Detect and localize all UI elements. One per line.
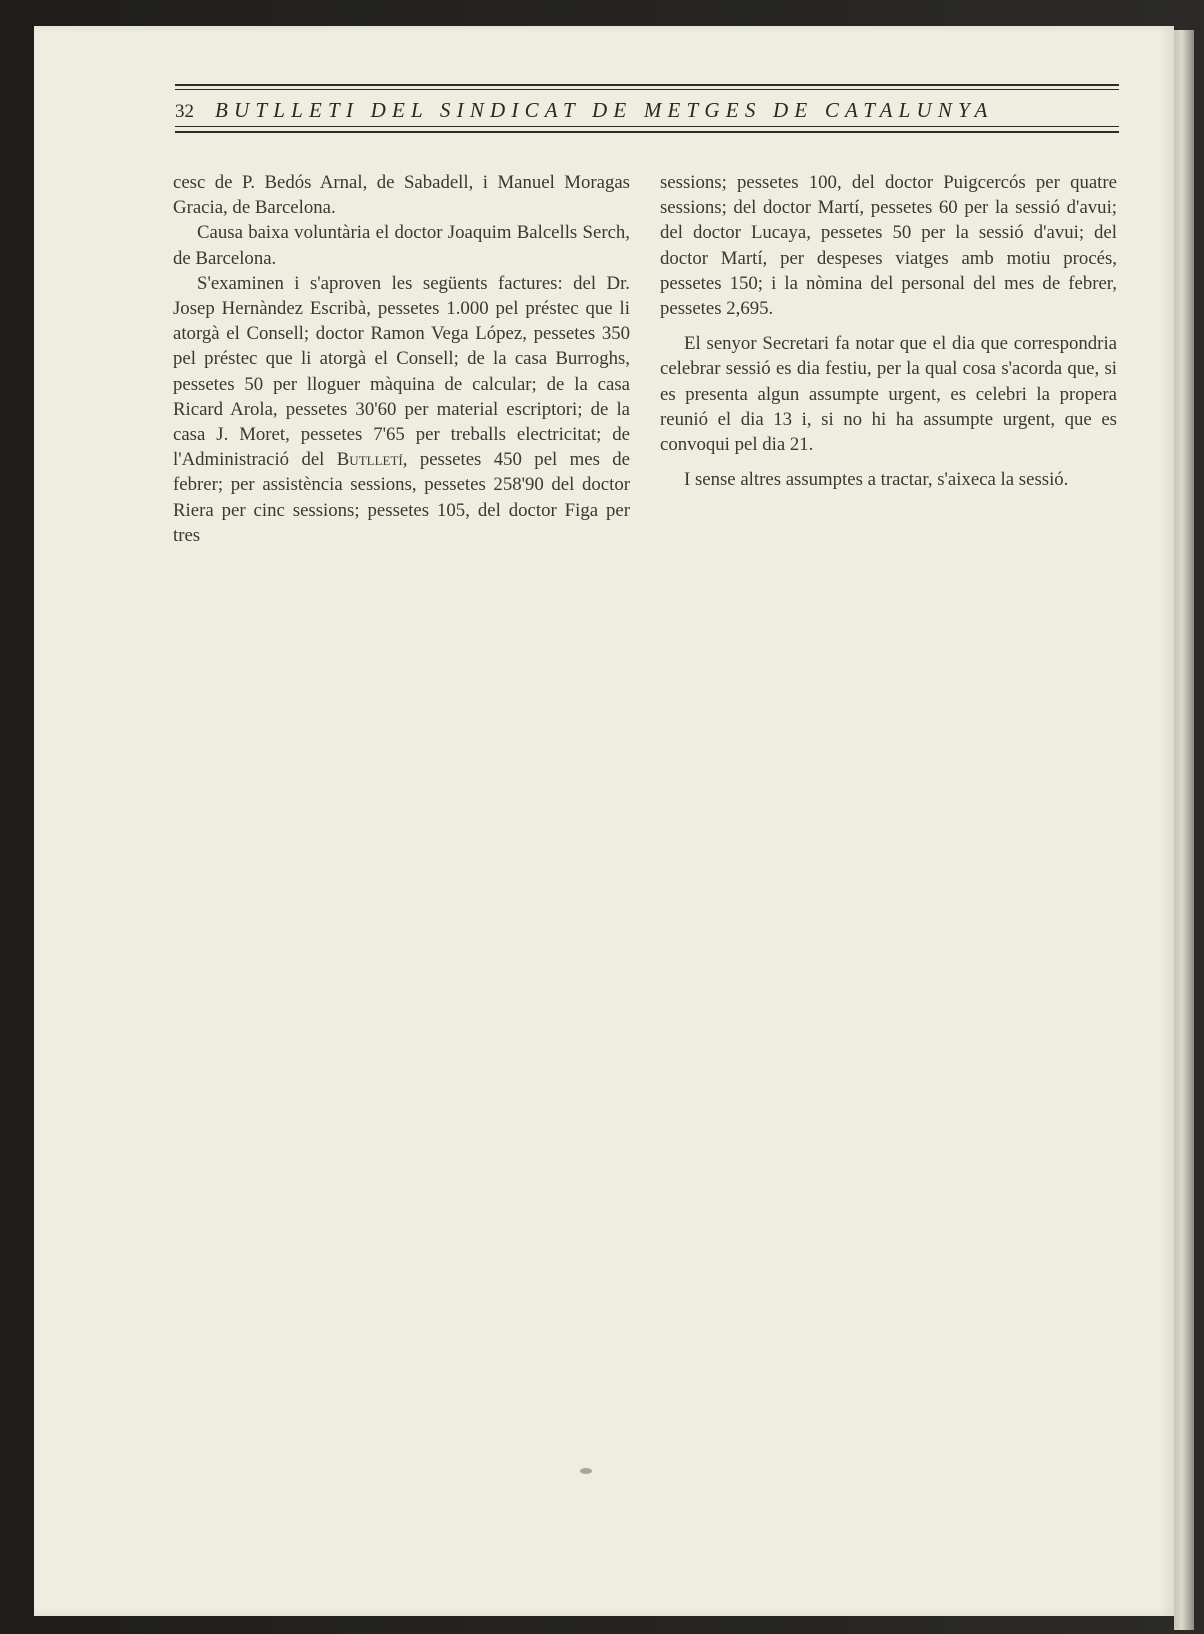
butlleti-smallcaps: Butlletí bbox=[336, 449, 403, 471]
paragraph-closing: I sense altres assumptes a tractar, s'aixeca la sessió. bbox=[684, 469, 1069, 491]
header-rule-bottom-thin bbox=[175, 126, 1119, 127]
paragraph-continuation: cesc de P. Bedós Arnal, de Sabadell, i Manuel Moragas Gracia, de Barcelona. bbox=[173, 172, 630, 219]
left-column bbox=[173, 170, 630, 548]
paragraph-secretary: El senyor Secretari fa notar que el dia que correspondria celebrar sessió es dia festiu, per la qual cosa s'acorda que, si es presenta algun assumpte urgent, es celebri la propera reunió el dia 13 i, si no hi ha assumpte urgent, que es convoqui pel dia 21. bbox=[660, 333, 1117, 456]
paragraph-sessions: sessions; pessetes 100, del doctor Puigcercós per quatre sessions; del doctor Martí, pessetes 60 per la sessió d'avui; del doctor Lucaya, pessetes 50 per la sessió d'avui; del doctor Martí, per despeses viatges amb motiu procés, pessetes 150; i la nòmina del personal del mes de febrer, pessetes 2,695. bbox=[660, 172, 1117, 320]
paragraph-invoices bbox=[173, 271, 630, 548]
paragraph-resignation: Causa baixa voluntària el doctor Joaquim Balcells Serch, de Barcelona. bbox=[173, 222, 630, 269]
header-rule-top bbox=[175, 84, 1119, 86]
header-row bbox=[175, 98, 1119, 124]
page-number: 32 bbox=[175, 101, 194, 122]
right-column bbox=[660, 170, 1117, 492]
running-title: BUTLLETI DEL SINDICAT DE METGES DE CATALUNYA bbox=[215, 98, 994, 122]
invoices-text-2: , pessetes 450 pel mes de febrer; per assistència sessions, pessetes 258'90 del doctor Riera per cinc sessions; pessetes 105, del doctor Figa per tres bbox=[173, 449, 631, 546]
page-edge bbox=[1174, 30, 1194, 1630]
running-header bbox=[175, 84, 1119, 136]
ink-spot bbox=[580, 1468, 592, 1474]
invoices-text-1: S'examinen i s'aproven les següents factures: del Dr. Josep Hernàndez Escribà, pessetes 1.000 pel préstec que li atorgà el Consell; doctor Ramon Vega López, pessetes 350 pel préstec que li atorgà el Consell; de la casa Burroghs, pessetes 50 per lloguer màquina de calcular; de la casa Ricard Arola, pessetes 30'60 per material escriptori; de la casa J. Moret, pessetes 7'65 per treballs electricitat; de l'Administració del bbox=[173, 272, 630, 471]
header-rule-top-thin bbox=[175, 89, 1119, 90]
header-rule-bottom bbox=[175, 131, 1119, 133]
